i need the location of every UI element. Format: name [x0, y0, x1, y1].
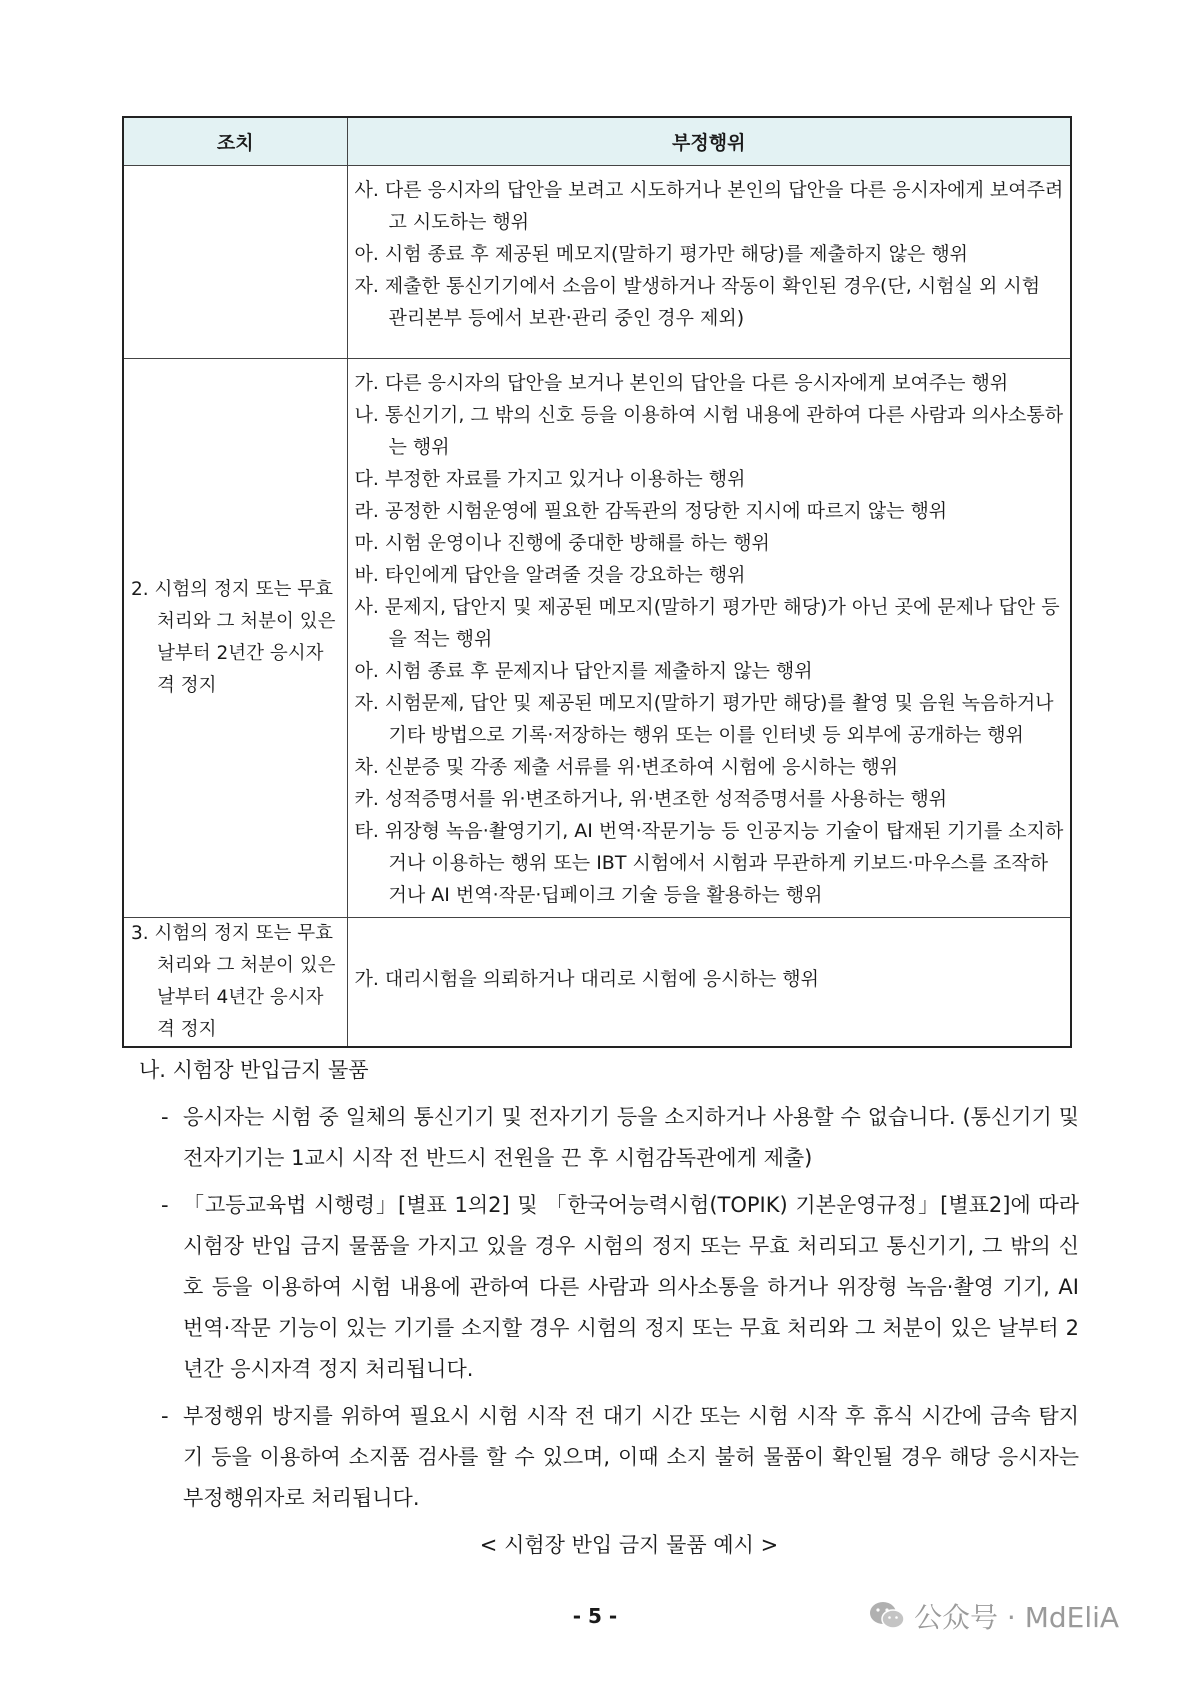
list-item: 다. 부정한 자료를 가지고 있거나 이용하는 행위 — [354, 468, 746, 490]
section-title: 나. 시험장 반입금지 물품 — [139, 1058, 369, 1082]
wechat-icon — [868, 1600, 906, 1632]
list-item: 가. 다른 응시자의 답안을 보거나 본인의 답안을 다른 응시자에게 보여주는 행위 — [354, 372, 1009, 394]
list-item: 가. 대리시험을 의뢰하거나 대리로 시험에 응시하는 행위 — [354, 968, 819, 990]
table-row — [123, 166, 1071, 359]
action-cell — [123, 166, 347, 359]
figure-caption: < 시험장 반입 금지 물품 예시 > — [479, 1533, 779, 1557]
list-item: 마. 시험 운영이나 진행에 중대한 방해를 하는 행위 — [354, 532, 770, 554]
action-cell: 2. 시험의 정지 또는 무효 처리와 그 처분이 있은 날부터 2년간 응시자격 정지 — [123, 359, 347, 918]
list-item: 바. 타인에게 답안을 알려줄 것을 강요하는 행위 — [354, 564, 746, 586]
list-item: 아. 시험 종료 후 문제지나 답안지를 제출하지 않는 행위 — [354, 660, 813, 682]
conduct-cell — [347, 918, 1071, 1048]
prohibited-items-section — [139, 1055, 1079, 1565]
bullet-item: - 「고등교육법 시행령」[별표 1의2] 및 「한국어능력시험(TOPIK) 기본운영규정」[별표2]에 따라 시험장 반입 금지 물품을 가지고 있을 경우 시험의 정지 또는 무효 처리되고 통신기기, 그 밖의 신호 등을 이용하여 시험 내용에 관하여 다른 사람과 의사소통을 하거나 위장형 녹음·촬영 기기, AI 번역·작문 기능이 있는 기기를 소지할 경우 시험의 정지 또는 무효 처리와 그 처분이 있은 날부터 2년간 응시자격 정지 처리됩니다. — [161, 1193, 1079, 1381]
list-item: 자. 시험문제, 답안 및 제공된 메모지(말하기 평가만 해당)를 촬영 및 음원 녹음하거나 기타 방법으로 기록·저장하는 행위 또는 이를 인터넷 등 외부에 공개하는 행위 — [354, 692, 1054, 746]
list-item: 차. 신분증 및 각종 제출 서류를 위·변조하여 시험에 응시하는 행위 — [354, 756, 899, 778]
table-row — [123, 359, 1071, 918]
header-conduct: 부정행위 — [347, 117, 1071, 166]
list-item: 사. 다른 응시자의 답안을 보려고 시도하거나 본인의 답안을 다른 응시자에게 보여주려고 시도하는 행위 — [354, 179, 1064, 233]
list-item: 나. 통신기기, 그 밖의 신호 등을 이용하여 시험 내용에 관하여 다른 사람과 의사소통하는 행위 — [354, 404, 1064, 458]
table-row — [123, 918, 1071, 1048]
watermark — [868, 1596, 1119, 1636]
list-item: 라. 공정한 시험운영에 필요한 감독관의 정당한 지시에 따르지 않는 행위 — [354, 500, 948, 522]
list-item: 자. 제출한 통신기기에서 소음이 발생하거나 작동이 확인된 경우(단, 시험실 외 시험 관리본부 등에서 보관·관리 중인 경우 제외) — [354, 275, 1041, 329]
table-header-row — [123, 117, 1071, 166]
list-item: 아. 시험 종료 후 제공된 메모지(말하기 평가만 해당)를 제출하지 않은 행위 — [354, 243, 969, 265]
action-cell: 3. 시험의 정지 또는 무효 처리와 그 처분이 있은 날부터 4년간 응시자격 정지 — [123, 918, 347, 1048]
conduct-cell — [347, 359, 1071, 918]
misconduct-table — [122, 116, 1072, 1048]
bullet-item: - 부정행위 방지를 위하여 필요시 시험 시작 전 대기 시간 또는 시험 시작 후 휴식 시간에 금속 탐지기 등을 이용하여 소지품 검사를 할 수 있으며, 이때 소지 불허 물품이 확인될 경우 해당 응시자는 부정행위자로 처리됩니다. — [161, 1404, 1079, 1510]
bullet-item: - 응시자는 시험 중 일체의 통신기기 및 전자기기 등을 소지하거나 사용할 수 없습니다. (통신기기 및 전자기기는 1교시 시작 전 반드시 전원을 끈 후 시험감독관에게 제출) — [161, 1105, 1079, 1170]
page-number: - 5 - — [572, 1604, 618, 1628]
header-action: 조치 — [123, 117, 347, 166]
list-item: 카. 성적증명서를 위·변조하거나, 위·변조한 성적증명서를 사용하는 행위 — [354, 788, 948, 810]
list-item: 사. 문제지, 답안지 및 제공된 메모지(말하기 평가만 해당)가 아닌 곳에 문제나 답안 등을 적는 행위 — [354, 596, 1060, 650]
watermark-text: 公众号 · MdEliA — [914, 1601, 1120, 1634]
conduct-cell — [347, 166, 1071, 359]
list-item: 타. 위장형 녹음·촬영기기, AI 번역·작문기능 등 인공지능 기술이 탑재된 기기를 소지하거나 이용하는 행위 또는 IBT 시험에서 시험과 무관하게 키보드·마우스를 조작하거나 AI 번역·작문·딥페이크 기술 등을 활용하는 행위 — [354, 820, 1064, 906]
